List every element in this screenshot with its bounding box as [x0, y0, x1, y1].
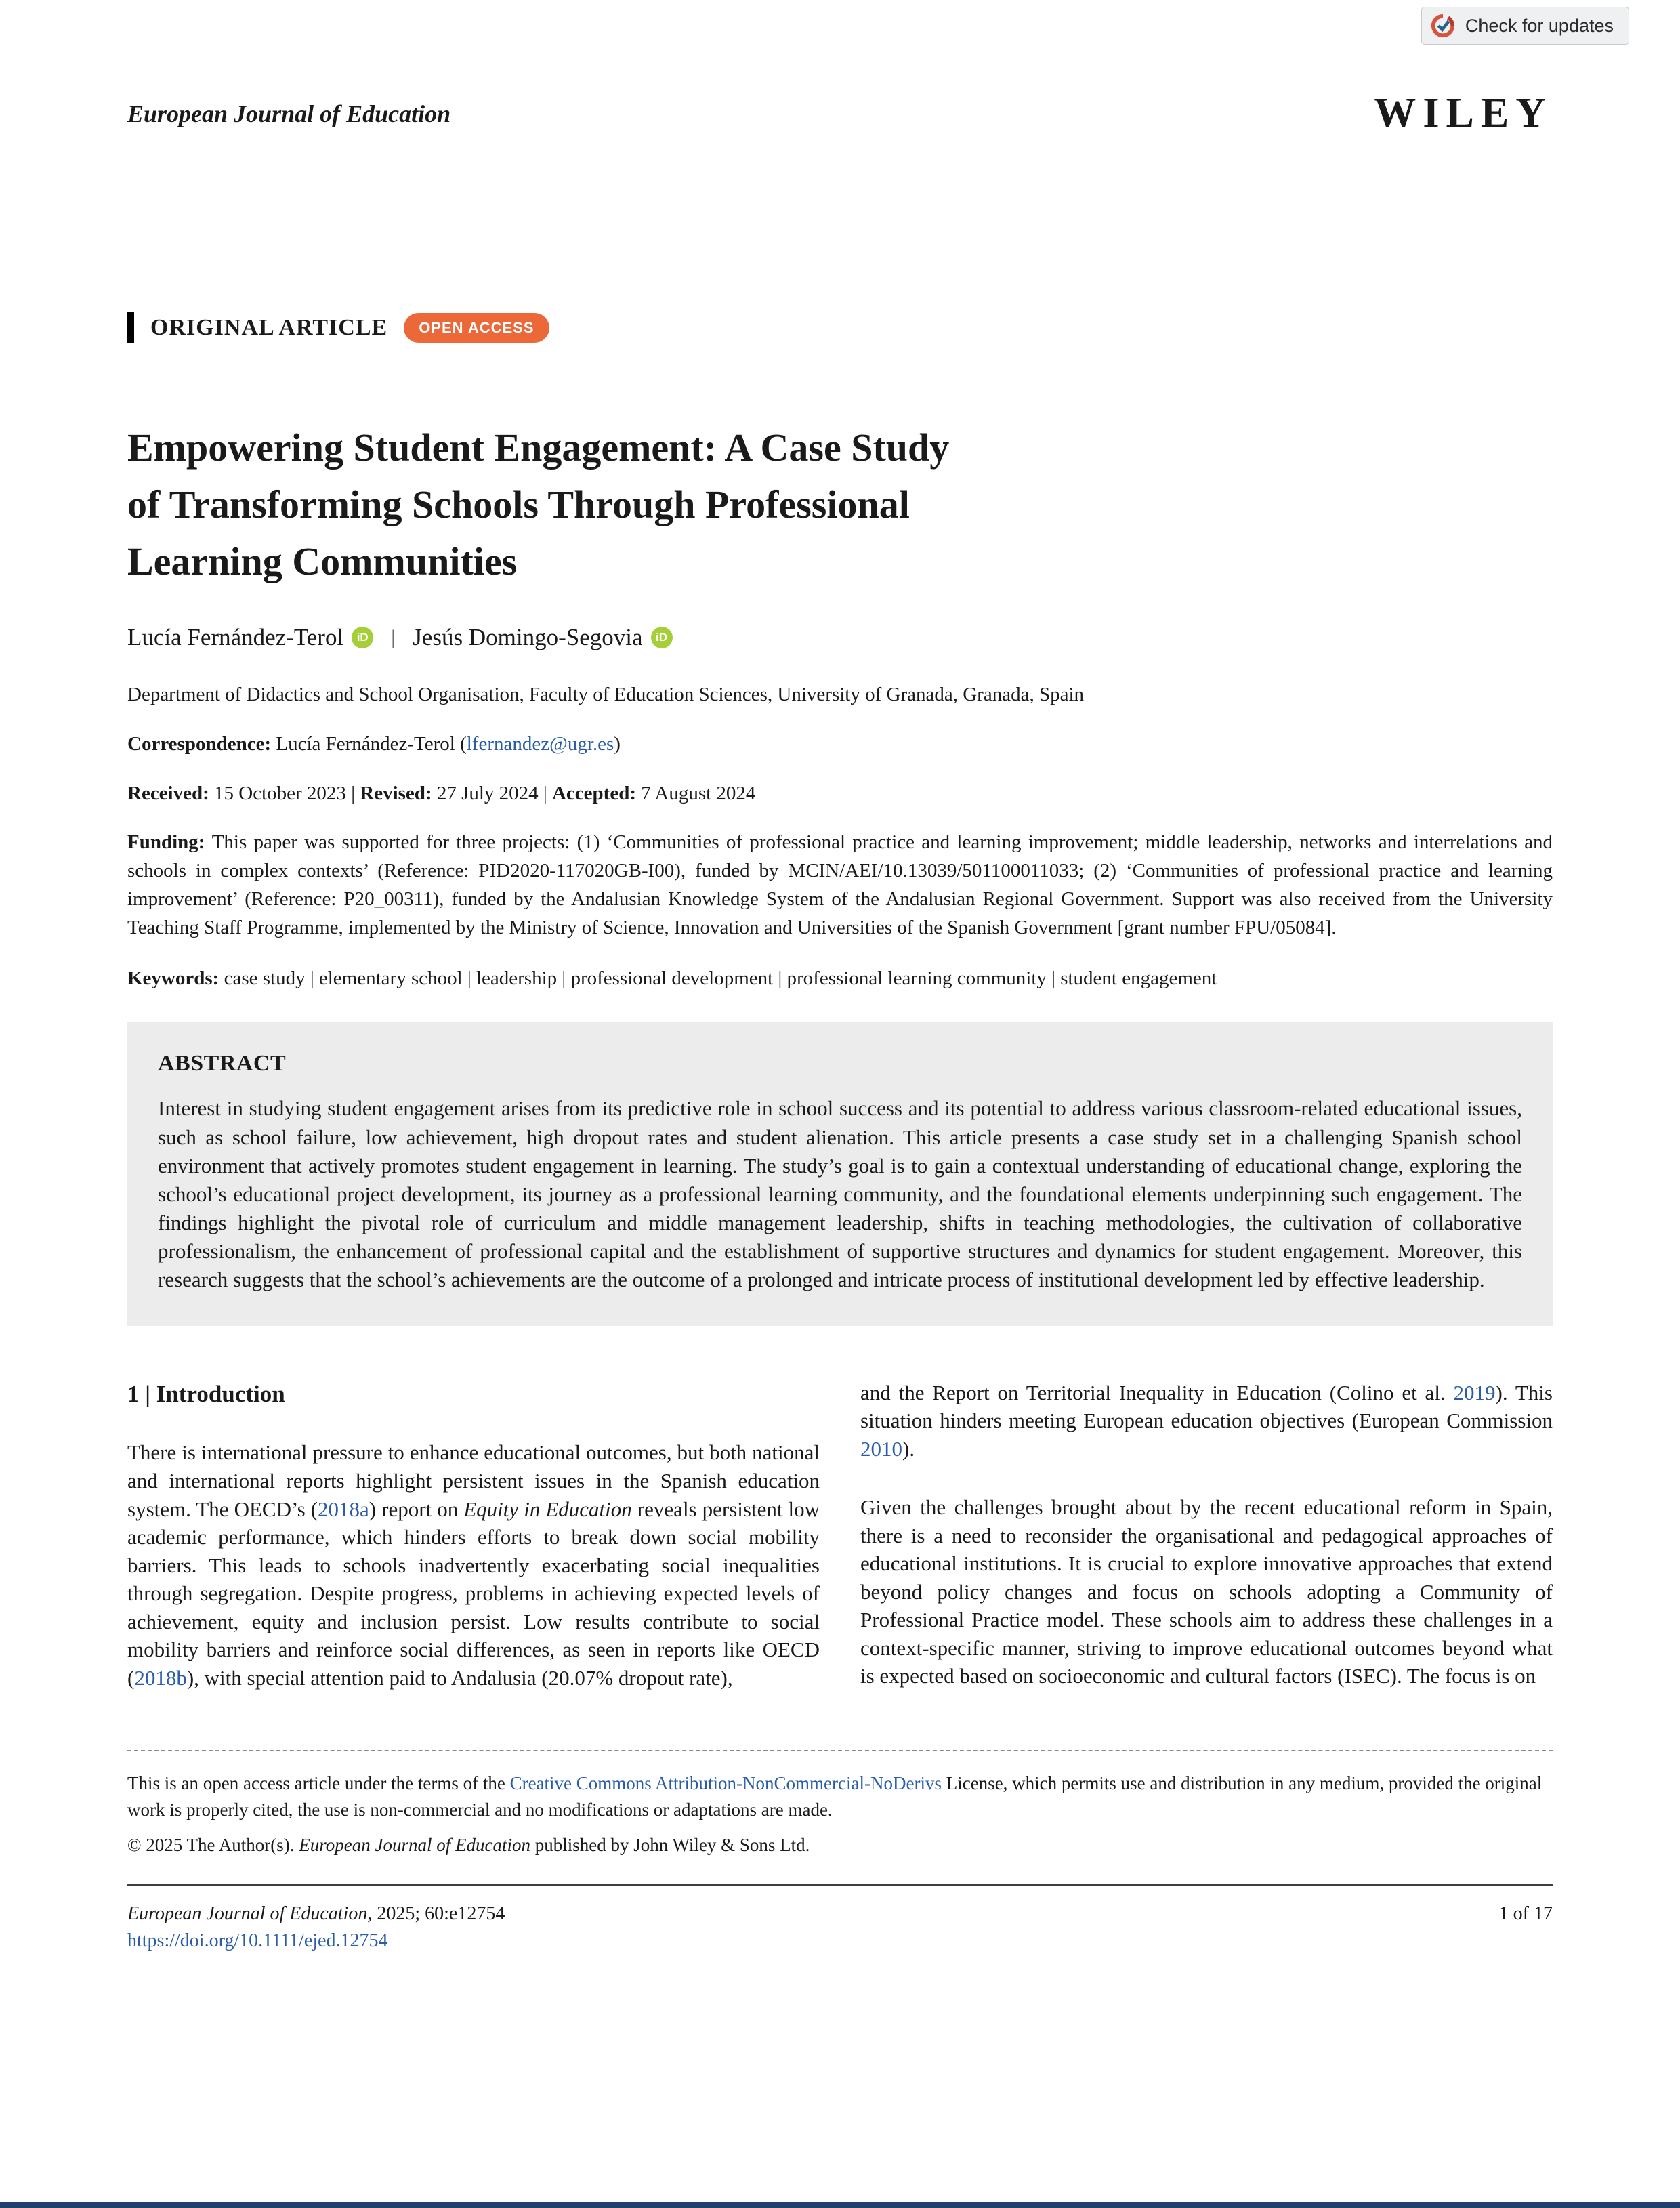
abstract-section	[127, 1022, 1553, 1325]
crossmark-icon	[1430, 13, 1456, 39]
abstract-body: Interest in studying student engagement arises from its predictive role in school success and its potential to address various classroom-related educational issues, such as school failure, low achievement, high dropout rates and student alienation. This article presents a case study set in a challenging Spanish school environment that actively promotes student engagement in learning. The study’s goal is to gain a contextual understanding of educational change, exploring the school’s educational project development, its journey as a professional learning community, and the foundational elements underpinning such engagement. The findings highlight the pivotal role of curriculum and middle management leadership, shifts in teaching methodologies, the cultivation of collaborative professionalism, the enhancement of professional capital and the establishment of supportive structures and dynamics for student engagement. Moreover, this research suggests that the school’s achievements are the outcome of a prolonged and intricate process of institutional development led by effective leadership.	[158, 1096, 1522, 1292]
article-type-row	[127, 312, 1553, 343]
keywords-line: Keywords: case study | elementary school | leadership | professional development | professional learning community | student engagement	[127, 967, 1217, 990]
orcid-icon[interactable]: iD	[352, 627, 373, 648]
correspondence-line: Correspondence: Lucía Fernández-Terol (lfernandez@ugr.es)	[127, 733, 621, 755]
text-link[interactable]: lfernandez@ugr.es	[466, 733, 614, 755]
paragraph: Given the challenges brought about by the recent educational reform in Spain, there is a need to reconsider the organisational and pedagogical approaches of educational institutions. It is crucial to explore innovative approaches that extend beyond policy changes and focus on schools adopting a Community of Professional Practice model. These schools aim to address these challenges in a context-specific manner, striving to improve educational outcomes beyond what is expected based on socioeconomic and cultural factors (ISEC). The focus is on	[860, 1495, 1553, 1688]
author-name: Lucía Fernández-Terol	[127, 624, 344, 651]
wiley-logo: WILEY	[1374, 90, 1553, 136]
title-line: Learning Communities	[127, 539, 518, 584]
article-type-bar	[127, 312, 134, 343]
journal-name: European Journal of Education	[127, 100, 451, 127]
text-link[interactable]: 2018b	[134, 1665, 187, 1690]
paragraph: and the Report on Territorial Inequality in Education (Colino et al. 2019). This situation hinders meeting European education objectives (European Commission 2010).	[860, 1380, 1553, 1461]
page-header	[127, 0, 1553, 138]
license-paragraph: This is an open access article under the terms of the Creative Commons Attribution-NonCommercial-NoDerivs License, which permits use and distribution in any medium, provided the original work is properly cited, the use is non-commercial and no modifications or adaptations are made.	[127, 1773, 1542, 1820]
intro-col-right	[860, 1379, 1553, 1692]
author-list	[127, 624, 1553, 651]
copyright-line: © 2025 The Author(s). European Journal of Education published by John Wiley & Sons Ltd.	[127, 1834, 810, 1855]
dates-line: Received: 15 October 2023 | Revised: 27 July 2024 | Accepted: 7 August 2024	[127, 783, 756, 805]
text-link[interactable]: 2010	[860, 1436, 902, 1461]
license-footer	[127, 1750, 1553, 1858]
doi-link[interactable]: https://doi.org/10.1111/ejed.12754	[127, 1930, 388, 1951]
citation-line: European Journal of Education, 2025; 60:e12754	[127, 1902, 505, 1924]
title-line: Empowering Student Engagement: A Case Study	[127, 425, 950, 470]
funding-paragraph: Funding: This paper was supported for three projects: (1) ‘Communities of professional practice and learning improvement; middle leadership, networks and interrelations and schools in complex contexts’ (Reference: PID2020-117020GB-I00), funded by MCIN/AEI/10.13039/501100011033; (2) ‘Communities of professional practice and learning improvement’ (Reference: P20_00311), funded by the Andalusian Knowledge System of the Andalusian Regional Government. Support was also received from the University Teaching Staff Programme, implemented by the Ministry of Science, Innovation and Universities of the Spanish Government [grant number FPU/05084].	[127, 831, 1553, 939]
section-heading-introduction: 1 | Introduction	[127, 1380, 285, 1407]
author-separator: |	[391, 626, 396, 649]
citation-block	[127, 1903, 505, 1952]
text-link[interactable]: 2019	[1453, 1380, 1496, 1404]
open-access-badge: OPEN ACCESS	[404, 313, 549, 343]
author-name: Jesús Domingo-Segovia	[413, 624, 643, 651]
abstract-heading: ABSTRACT	[158, 1051, 287, 1077]
orcid-icon[interactable]: iD	[651, 627, 673, 648]
article-title	[127, 419, 1553, 590]
page-bottom-edge	[0, 2202, 1680, 2208]
introduction-section	[127, 1379, 1553, 1692]
article-type-label: ORIGINAL ARTICLE	[150, 315, 388, 340]
text-link[interactable]: Creative Commons Attribution-NonCommercial-NoDerivs	[509, 1773, 942, 1794]
check-for-updates-button[interactable]	[1421, 7, 1629, 45]
citation-footer	[127, 1884, 1553, 1952]
affiliation: Department of Didactics and School Organisation, Faculty of Education Sciences, University of Granada, Granada, Spain	[127, 684, 1085, 706]
check-updates-label: Check for updates	[1465, 15, 1614, 36]
title-line: of Transforming Schools Through Professional	[127, 482, 910, 527]
intro-col-left	[127, 1379, 820, 1692]
page-number: 1 of 17	[1498, 1902, 1553, 1924]
text-link[interactable]: 2018a	[318, 1497, 369, 1521]
paragraph: There is international pressure to enhance educational outcomes, but both national and international reports highlight persistent issues in the Spanish education system. The OECD’s (2018a) report on Equity in Education reveals persistent low academic performance, which hinders efforts to break down social mobility barriers. This leads to schools inadvertently exacerbating social inequalities through segregation. Despite progress, problems in achieving expected levels of achievement, equity and inclusion persist. Low results contribute to social mobility barriers and reinforce social differences, as seen in reports like OECD (2018b), with special attention paid to Andalusia (20.07% dropout rate),	[127, 1440, 820, 1690]
